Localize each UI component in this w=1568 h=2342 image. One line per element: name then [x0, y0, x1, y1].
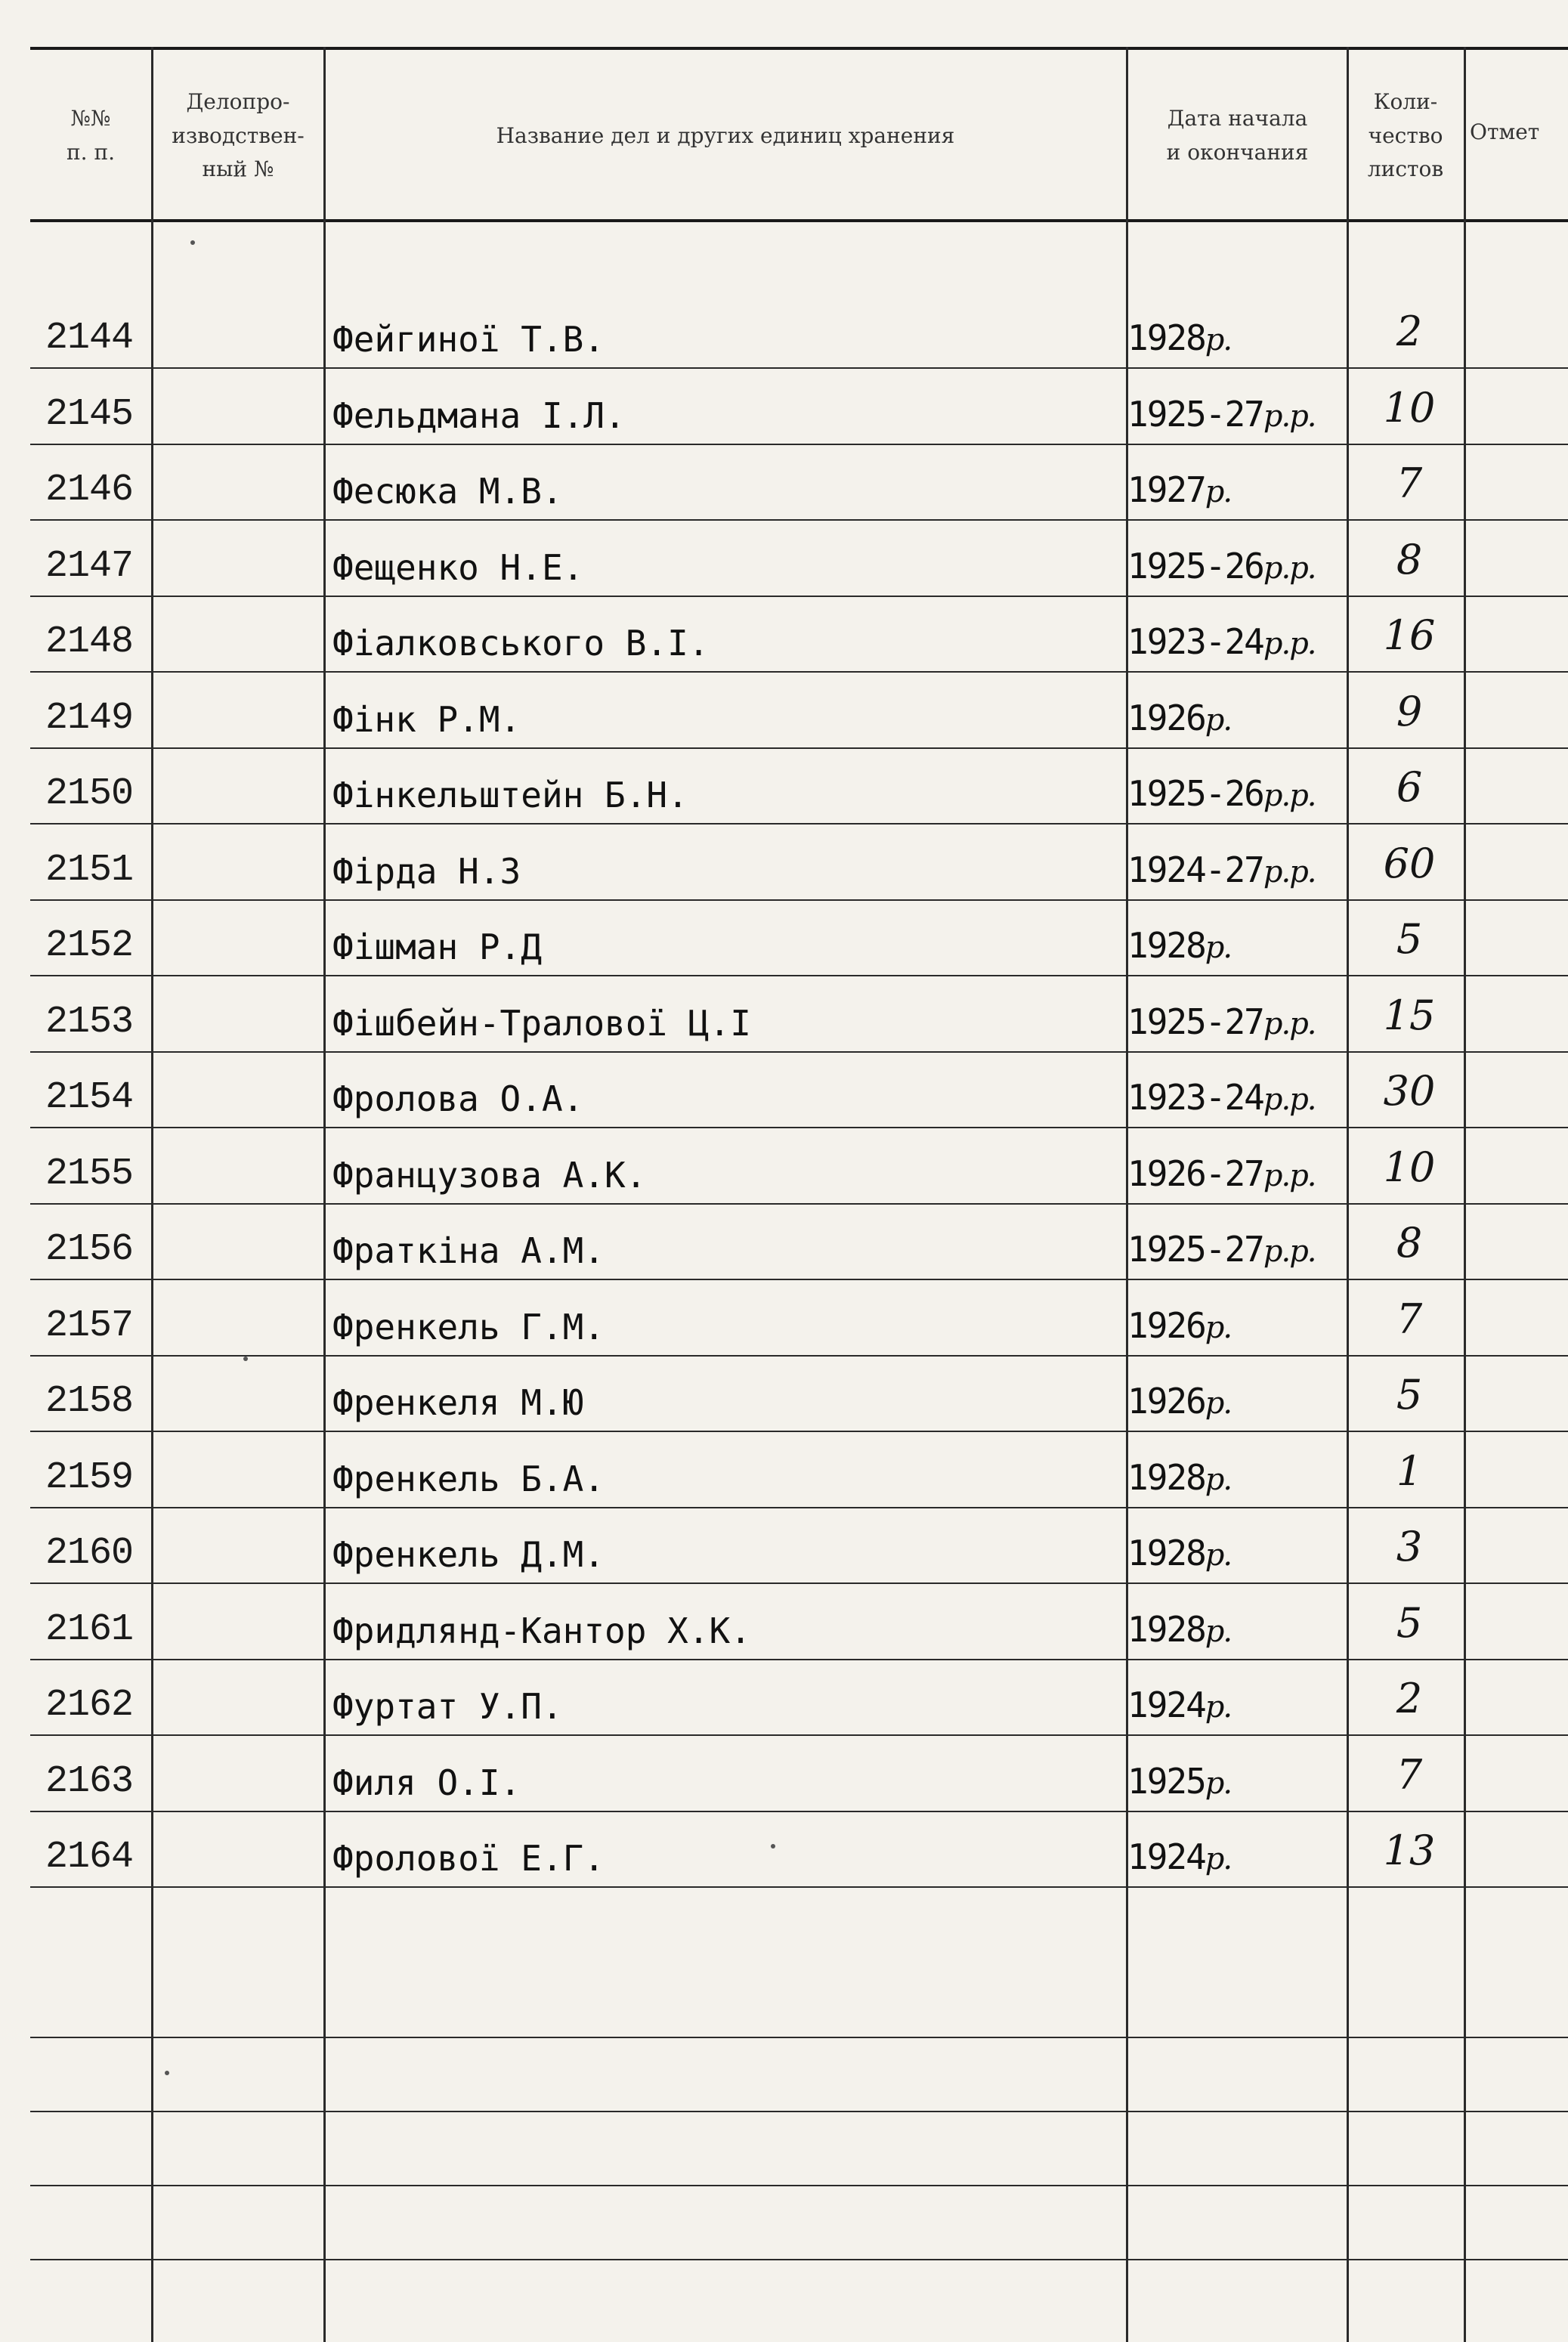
row-rule	[30, 519, 1568, 521]
date-range	[1127, 1533, 1347, 1573]
sheet-count: 10	[1383, 1143, 1436, 1191]
date-suffix: р.	[1205, 1690, 1232, 1725]
file-title: Френкель Д.М.	[332, 1534, 605, 1575]
date-years: 1928	[1127, 1608, 1205, 1650]
row-number: 2164	[45, 1836, 134, 1879]
file-title: Фещенко Н.Е.	[332, 546, 584, 588]
top-rule	[30, 47, 1568, 50]
header-col-notes: Отмет	[1470, 119, 1540, 144]
date-years: 1923-24	[1127, 1077, 1263, 1118]
row-number: 2154	[45, 1076, 134, 1119]
row-number: 2157	[45, 1304, 134, 1347]
table-row	[0, 1586, 1568, 1662]
sheet-count: 8	[1396, 535, 1423, 583]
paper-speck	[771, 1844, 775, 1849]
row-rule	[30, 1507, 1568, 1508]
row-rule	[30, 1659, 1568, 1660]
file-title: Французова А.К.	[332, 1154, 647, 1196]
sheet-count: 5	[1396, 915, 1423, 963]
sheet-count: 6	[1396, 763, 1423, 811]
date-years: 1928	[1127, 317, 1205, 358]
row-number: 2158	[45, 1380, 134, 1423]
sheet-count: 2	[1396, 308, 1423, 355]
sheet-count: 30	[1383, 1067, 1436, 1115]
table-row	[0, 827, 1568, 902]
date-range	[1127, 773, 1347, 814]
date-years: 1925	[1127, 1760, 1205, 1802]
row-number: 2151	[45, 848, 134, 892]
date-years: 1927	[1127, 469, 1205, 510]
row-rule	[30, 975, 1568, 976]
date-range	[1127, 849, 1347, 890]
sheet-count: 15	[1383, 991, 1436, 1039]
date-range	[1127, 1001, 1347, 1042]
paper-speck	[243, 1357, 248, 1361]
table-row	[0, 1662, 1568, 1737]
table-row	[0, 523, 1568, 599]
table-row	[0, 1434, 1568, 1510]
header-col-number: №№ п. п.	[66, 106, 116, 165]
table-row	[0, 1282, 1568, 1358]
date-range	[1127, 698, 1347, 738]
date-years: 1925-26	[1127, 545, 1263, 586]
date-years: 1926	[1127, 1381, 1205, 1422]
row-rule	[30, 823, 1568, 824]
sheet-count: 5	[1396, 1371, 1423, 1419]
blank-row-rule	[30, 2111, 1568, 2112]
file-title: Френкель Г.М.	[332, 1306, 605, 1347]
file-title: Френкель Б.А.	[332, 1458, 605, 1499]
paper-speck	[165, 2071, 169, 2075]
sheet-count: 2	[1396, 1675, 1423, 1722]
sheet-count: 5	[1396, 1598, 1423, 1647]
date-range	[1127, 1457, 1347, 1498]
row-rule	[30, 1886, 1568, 1888]
row-number: 2153	[45, 1000, 134, 1044]
header-bottom-rule	[30, 219, 1568, 222]
table-row	[0, 750, 1568, 826]
file-title: Френкеля М.Ю	[332, 1382, 584, 1423]
date-years: 1923-24	[1127, 621, 1263, 662]
date-suffix: р.р.	[1263, 1082, 1316, 1117]
row-rule	[30, 1127, 1568, 1128]
date-range	[1127, 1609, 1347, 1650]
row-rule	[30, 1734, 1568, 1736]
date-range	[1127, 1077, 1347, 1118]
date-suffix: р.р.	[1263, 550, 1316, 586]
table-row	[0, 1131, 1568, 1206]
row-rule	[30, 1355, 1568, 1357]
row-number: 2156	[45, 1228, 134, 1271]
file-title: Фішбейн-Тралової Ц.І	[332, 1002, 751, 1044]
file-title: Фесюка М.В.	[332, 471, 563, 512]
file-title: Фуртат У.П.	[332, 1686, 563, 1727]
row-number: 2145	[45, 392, 134, 436]
date-suffix: р.р.	[1263, 1006, 1316, 1041]
date-years: 1925-27	[1127, 1229, 1263, 1270]
date-range	[1127, 1305, 1347, 1346]
row-rule	[30, 367, 1568, 369]
row-rule	[30, 444, 1568, 445]
file-title: Филя О.І.	[332, 1762, 521, 1803]
row-number: 2149	[45, 696, 134, 740]
row-rule	[30, 1051, 1568, 1053]
date-years: 1924	[1127, 1836, 1205, 1877]
table-row	[0, 295, 1568, 370]
date-suffix: р.	[1205, 1765, 1232, 1801]
row-rule	[30, 1811, 1568, 1812]
date-years: 1924-27	[1127, 849, 1263, 890]
header-col-dates: Дата начала и окончания	[1166, 106, 1309, 165]
row-number: 2147	[45, 544, 134, 588]
sheet-count: 1	[1396, 1446, 1423, 1495]
table-row	[0, 1054, 1568, 1130]
row-number: 2160	[45, 1532, 134, 1575]
date-range	[1127, 621, 1347, 662]
table-row	[0, 1814, 1568, 1889]
sheet-count: 7	[1396, 459, 1423, 507]
table-row	[0, 371, 1568, 447]
table-row	[0, 599, 1568, 674]
row-number: 2161	[45, 1607, 134, 1651]
date-suffix: р.р.	[1263, 1234, 1316, 1269]
date-range	[1127, 546, 1347, 586]
row-number: 2148	[45, 620, 134, 664]
date-years: 1928	[1127, 1533, 1205, 1573]
date-range	[1127, 317, 1347, 358]
date-range	[1127, 1229, 1347, 1270]
blank-row-rule	[30, 2259, 1568, 2260]
sheet-count: 7	[1396, 1750, 1423, 1799]
date-suffix: р.	[1205, 1386, 1232, 1421]
date-suffix: р.	[1205, 1613, 1232, 1649]
date-range	[1127, 469, 1347, 510]
file-title: Фішман Р.Д	[332, 927, 542, 967]
row-rule	[30, 1279, 1568, 1280]
table-row	[0, 1206, 1568, 1282]
table-row	[0, 902, 1568, 978]
file-title: Фейгиної Т.В.	[332, 319, 605, 360]
header-col-title: Название дел и других единиц хранения	[496, 122, 955, 148]
table-row	[0, 1358, 1568, 1434]
date-range	[1127, 1685, 1347, 1725]
row-rule	[30, 1582, 1568, 1584]
row-number: 2159	[45, 1456, 134, 1499]
date-range	[1127, 394, 1347, 435]
row-rule	[30, 1431, 1568, 1432]
date-suffix: р.	[1205, 1538, 1232, 1573]
date-suffix: р.	[1205, 930, 1232, 965]
table-row	[0, 447, 1568, 522]
date-suffix: р.	[1205, 1842, 1232, 1876]
row-number: 2162	[45, 1684, 134, 1727]
date-suffix: р.р.	[1263, 626, 1316, 661]
date-range	[1127, 1381, 1347, 1422]
sheet-count: 7	[1396, 1295, 1423, 1343]
date-years: 1924	[1127, 1685, 1205, 1725]
table-row	[0, 1738, 1568, 1814]
table-row	[0, 675, 1568, 750]
file-title: Фіалковського В.І.	[332, 623, 710, 664]
date-suffix: р.	[1205, 475, 1232, 509]
blank-row-rule	[30, 2185, 1568, 2186]
date-years: 1926-27	[1127, 1152, 1263, 1194]
date-suffix: р.р.	[1263, 398, 1316, 434]
date-range	[1127, 1836, 1347, 1877]
row-number: 2152	[45, 924, 134, 967]
sheet-count: 10	[1383, 383, 1436, 432]
date-suffix: р.	[1205, 702, 1232, 738]
sheet-count: 16	[1383, 611, 1436, 659]
paper-speck	[190, 240, 195, 245]
table-row	[0, 979, 1568, 1054]
sheet-count: 13	[1383, 1827, 1436, 1874]
date-years: 1926	[1127, 697, 1205, 738]
row-rule	[30, 899, 1568, 901]
sheet-count: 8	[1396, 1219, 1423, 1267]
blank-row-rule	[30, 2037, 1568, 2038]
row-rule	[30, 596, 1568, 597]
header-col-office-number: Делопро- изводствен- ный №	[172, 88, 305, 182]
file-title: Фролова О.А.	[332, 1078, 584, 1119]
file-title: Фельдмана І.Л.	[332, 394, 626, 436]
date-suffix: р.р.	[1263, 778, 1316, 813]
row-number: 2146	[45, 469, 134, 512]
row-number: 2163	[45, 1759, 134, 1803]
file-title: Фірда Н.З	[332, 850, 521, 892]
row-rule	[30, 1203, 1568, 1205]
file-title: Фраткіна А.М.	[332, 1230, 605, 1271]
date-years: 1928	[1127, 1456, 1205, 1498]
date-years: 1925-27	[1127, 1001, 1263, 1042]
date-suffix: р.	[1205, 323, 1232, 357]
row-number: 2155	[45, 1152, 134, 1196]
file-title: Фінкельштейн Б.Н.	[332, 775, 688, 815]
row-rule	[30, 671, 1568, 673]
sheet-count: 9	[1396, 687, 1423, 735]
file-title: Фролової Е.Г.	[332, 1838, 605, 1879]
date-suffix: р.р.	[1263, 854, 1316, 889]
date-years: 1925-26	[1127, 773, 1263, 814]
row-rule	[30, 747, 1568, 749]
date-suffix: р.р.	[1263, 1158, 1316, 1193]
date-years: 1925-27	[1127, 393, 1263, 435]
date-suffix: р.	[1205, 1310, 1232, 1345]
header-col-sheets: Коли- чество листов	[1367, 88, 1444, 182]
date-range	[1127, 1153, 1347, 1194]
date-years: 1928	[1127, 925, 1205, 966]
date-suffix: р.	[1205, 1462, 1232, 1497]
table-row	[0, 1510, 1568, 1586]
sheet-count: 60	[1383, 839, 1436, 887]
date-range	[1127, 925, 1347, 966]
date-range	[1127, 1761, 1347, 1802]
date-years: 1926	[1127, 1304, 1205, 1346]
sheet-count: 3	[1396, 1523, 1423, 1570]
row-number: 2144	[45, 317, 134, 360]
row-number: 2150	[45, 772, 134, 815]
file-title: Фридлянд-Кантор Х.К.	[332, 1610, 751, 1651]
file-title: Фінк Р.М.	[332, 698, 521, 740]
